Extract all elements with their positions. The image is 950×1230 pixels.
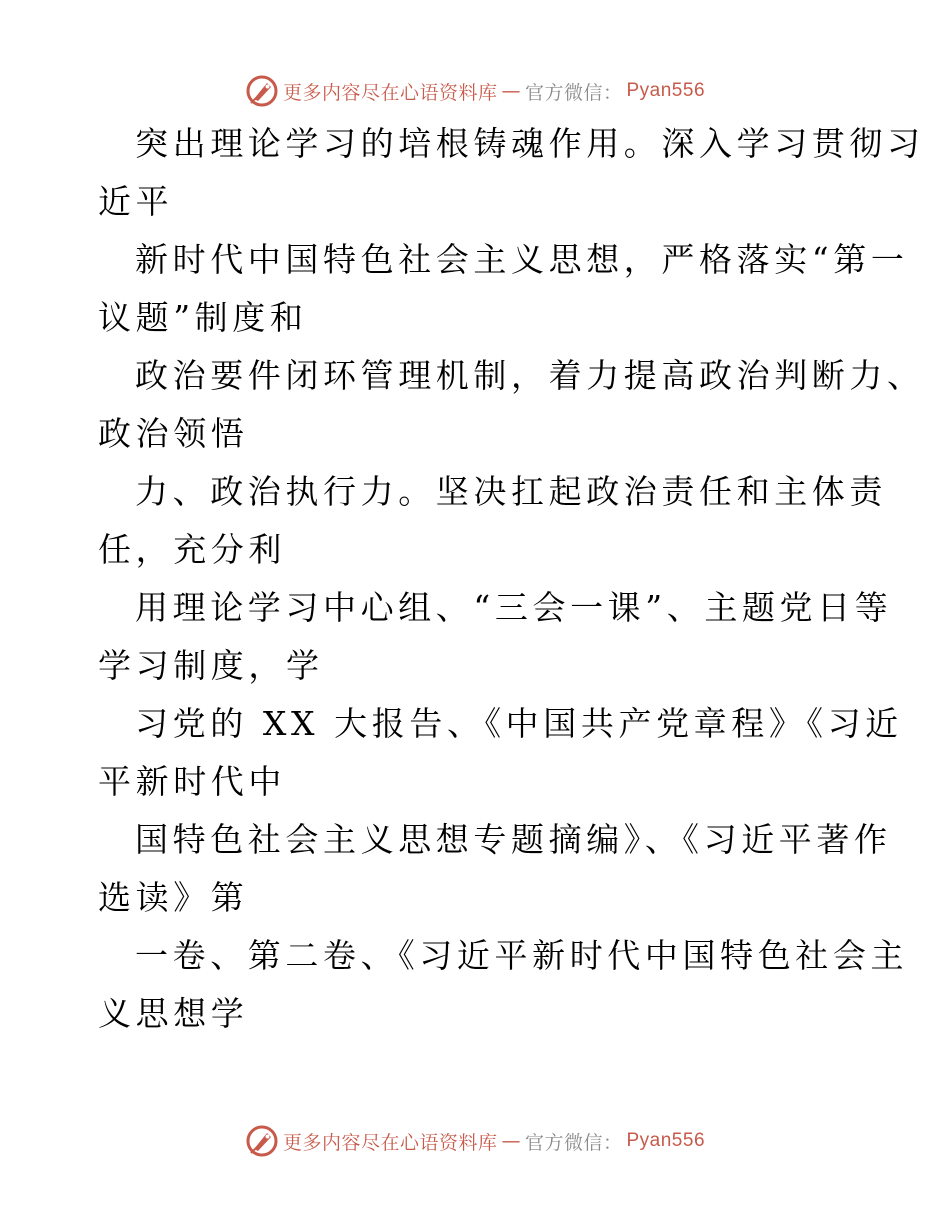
text-line: 议题”制度和 xyxy=(98,298,308,337)
watermark-wechat-id: Pyan556 xyxy=(626,80,706,101)
text-line: 突出理论学习的培根铸魂作用。深入学习贯彻习 xyxy=(135,124,925,163)
text-line: 习党的 XX 大报告、《中国共产党章程》《习近 xyxy=(135,704,903,743)
text-line: 任，充分利 xyxy=(98,530,286,569)
watermark-wechat-id: Pyan556 xyxy=(626,1130,706,1151)
text-line: 近平 xyxy=(98,182,174,221)
pen-nib-circle-icon xyxy=(245,1124,279,1158)
watermark-label: 官方微信： xyxy=(524,1131,623,1154)
document-body xyxy=(98,115,925,1043)
text-line: 政治领悟 xyxy=(98,414,249,453)
watermark-group xyxy=(245,1124,705,1158)
pen-nib-circle-icon xyxy=(245,74,279,108)
text-line: 学习制度，学 xyxy=(98,646,324,685)
watermark-brand: 更多内容尽在心语资料库 xyxy=(282,1131,498,1154)
header-watermark xyxy=(0,71,950,111)
text-line: 平新时代中 xyxy=(98,762,286,801)
watermark-brand: 更多内容尽在心语资料库 xyxy=(282,81,498,104)
text-line: 一卷、第二卷、《习近平新时代中国特色社会主 xyxy=(135,936,909,975)
text-line: 用理论学习中心组、“三会一课”、主题党日等 xyxy=(135,588,893,627)
text-line: 新时代中国特色社会主义思想，严格落实“第一 xyxy=(135,240,909,279)
text-line: 政治要件闭环管理机制，着力提高政治判断力、 xyxy=(135,356,925,395)
watermark-dash: — xyxy=(501,80,521,102)
text-line: 力、政治执行力。坚决扛起政治责任和主体责 xyxy=(135,472,887,511)
text-line: 义思想学 xyxy=(98,994,249,1033)
footer-watermark xyxy=(0,1121,950,1161)
watermark-label: 官方微信： xyxy=(524,81,623,104)
watermark-dash: — xyxy=(501,1130,521,1152)
watermark-group xyxy=(245,74,705,108)
text-line: 选读》第 xyxy=(98,878,249,917)
text-line: 国特色社会主义思想专题摘编》、《习近平著作 xyxy=(135,820,892,859)
